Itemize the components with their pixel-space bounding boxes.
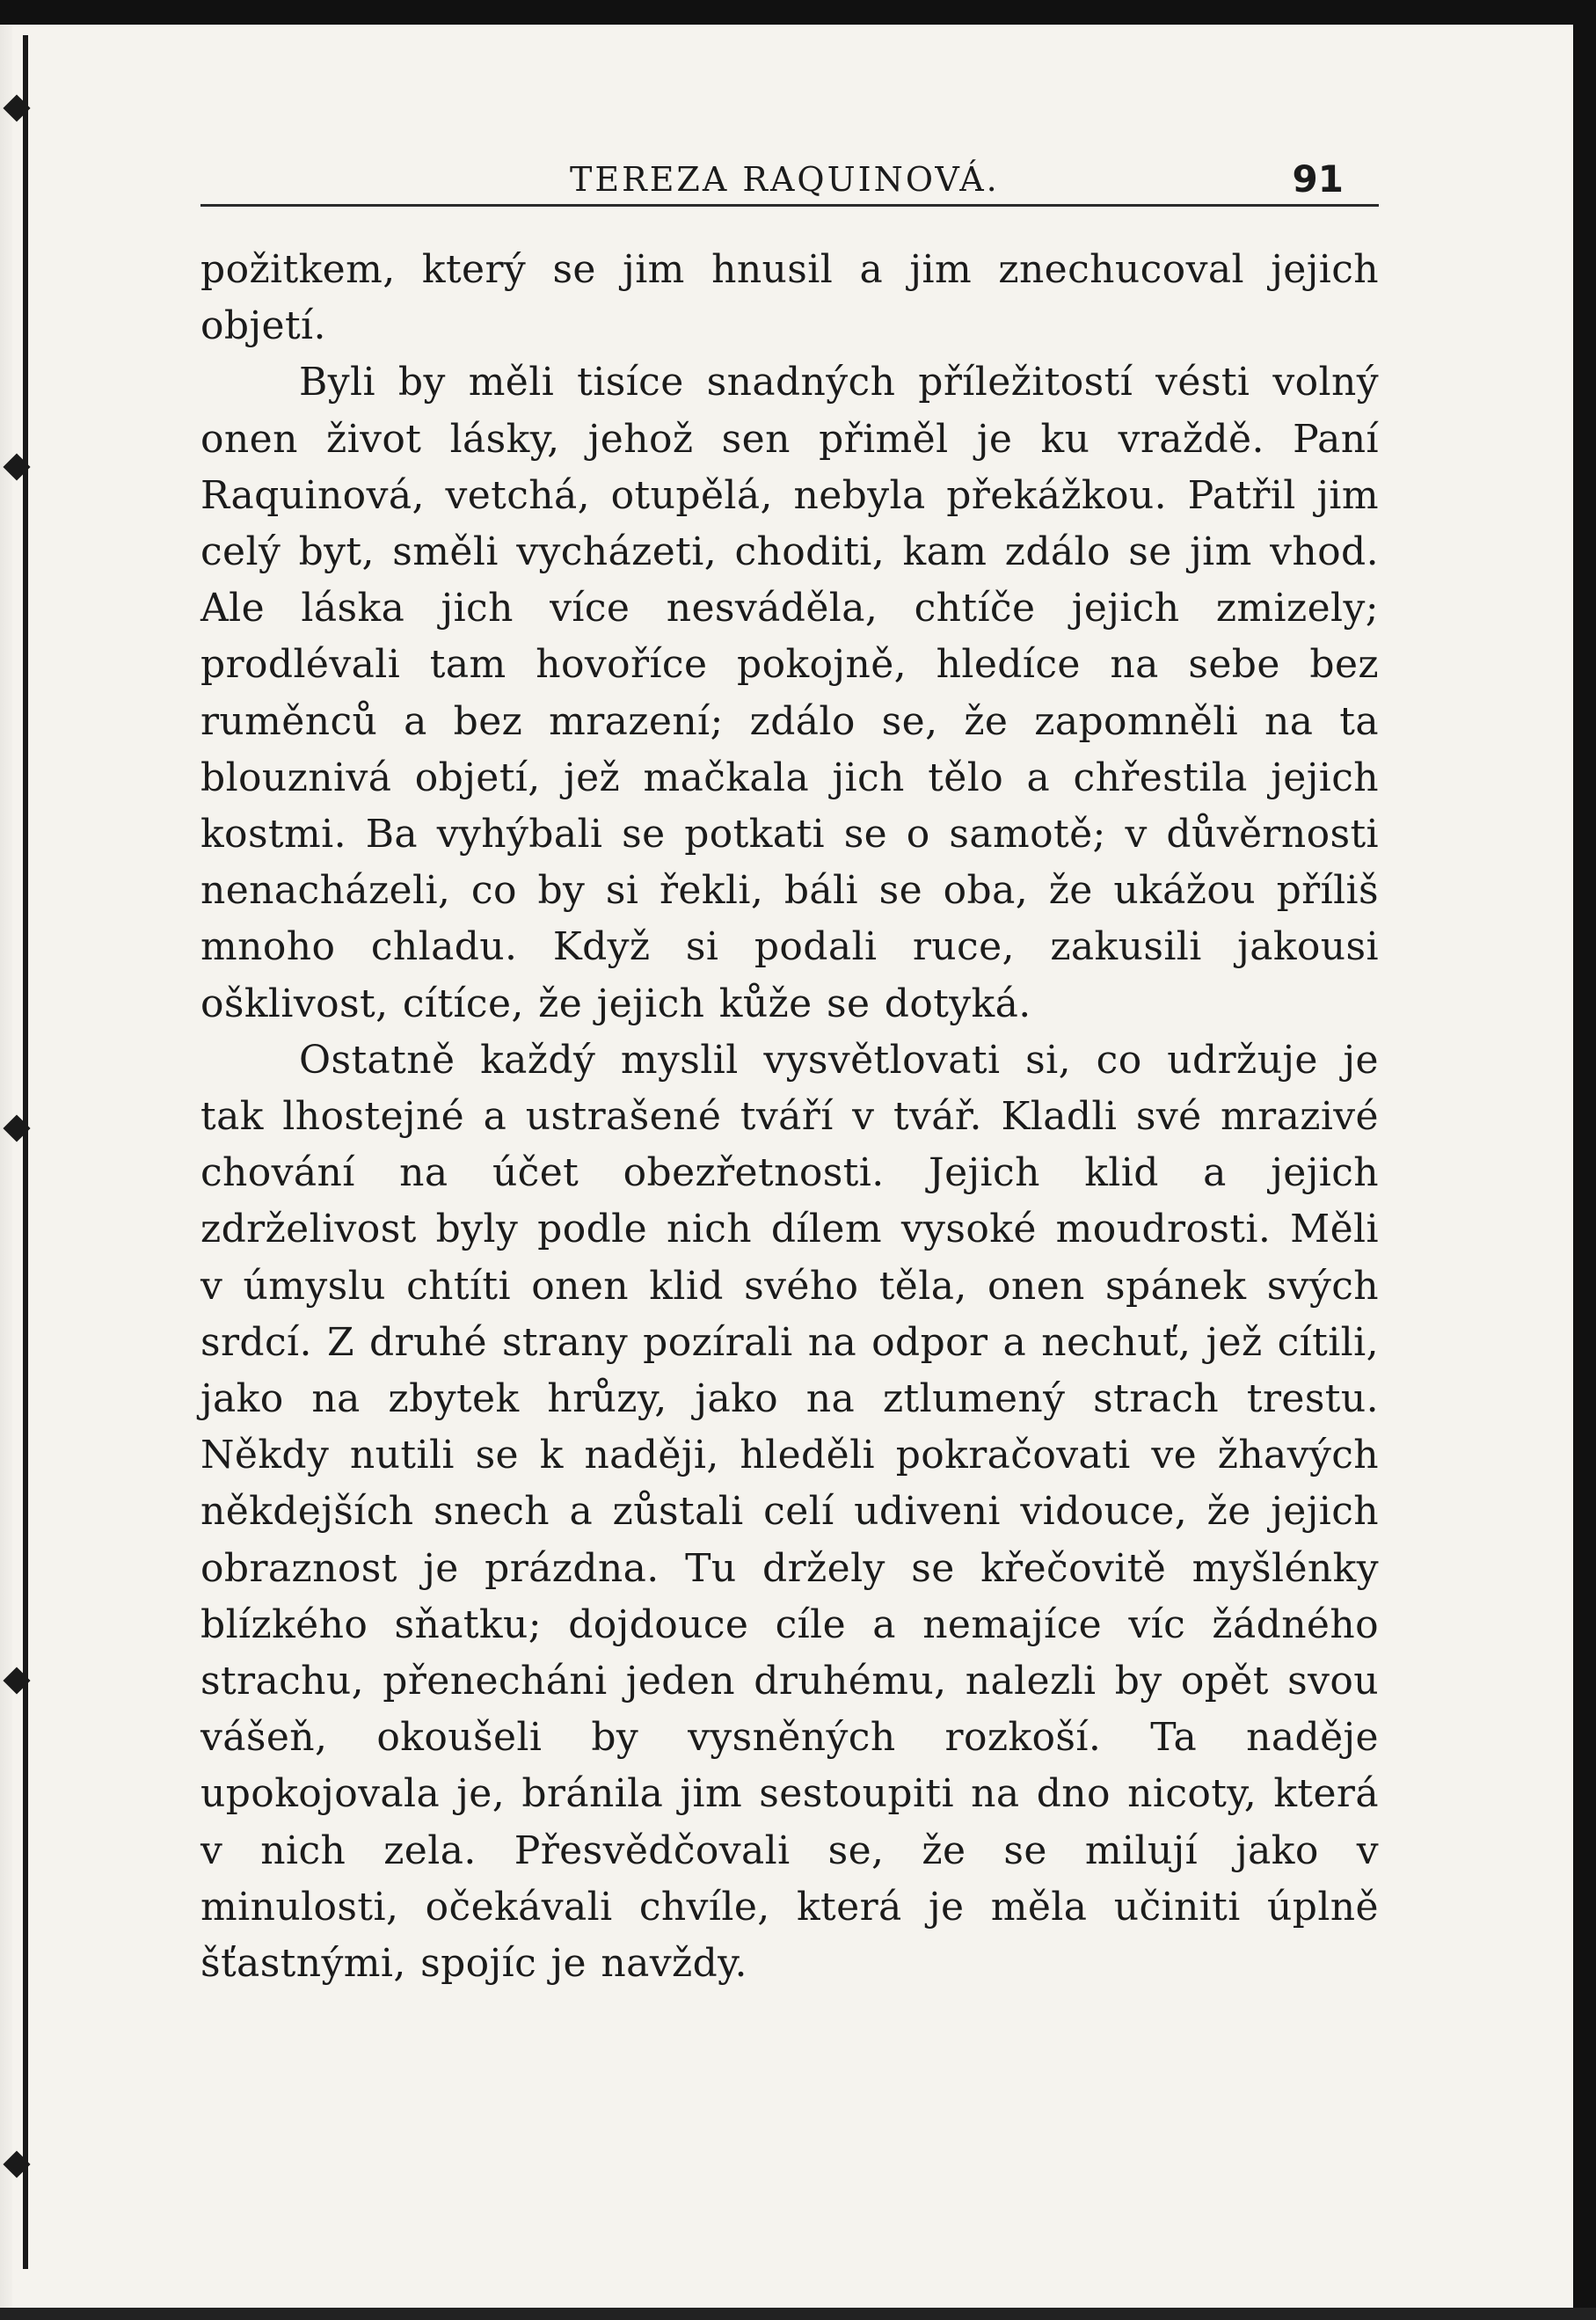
scan-border-bottom bbox=[0, 2308, 1596, 2320]
binding-edge bbox=[23, 35, 28, 2269]
page-number: 91 bbox=[1292, 157, 1344, 201]
paragraph: Ostatně každý myslil vysvětlovati si, co udržuje je tak lhostejné a ustrašené tváří v tvář. Kladli své mrazivé chování na účet obezřetnosti. Jejich klid a jejich zdrželivost byly podle nich dílem vysoké moudrosti. Měli v úmyslu chtíti onen klid svého těla, onen spánek svých srdcí. Z druhé strany pozírali na odpor a nechuť, jež cítili, jako na zbytek hrůzy, jako na ztlumený strach trestu. Někdy nutili se k naději, hleděli pokračovati ve žhavých někdejších snech a zůstali celí udiveni vidouce, že jejich obraznost je prázdna. Tu držely se křečovitě myšlénky blízkého sňatku; dojdouce cíle a nemajíce víc žádného strachu, přenecháni jeden druhému, nalezli by opět svou vášeň, okoušeli by vysněných rozkoší. Ta naděje upokojovala je, bránila jim sestoupiti na dno nicoty, která v nich zela. Přesvědčovali se, že se milují jako v minulosti, očekávali chvíle, která je měla učiniti úplně šťastnými, spojíc je navždy. bbox=[200, 1037, 1379, 1987]
paragraph: Byli by měli tisíce snadných příležitostí vésti volný onen život lásky, jehož sen přiměl je ku vraždě. Paní Raquinová, vetchá, otupělá, nebyla překážkou. Patřil jim celý byt, směli vycházeti, choditi, kam zdálo se jim vhod. Ale láska jich více nesváděla, chtíče jejich zmizely; prodlévali tam hovoříce pokojně, hledíce na sebe bez ruměnců a bez mrazení; zdálo se, že zapomněli na ta blouznivá objetí, jež mačkala jich tělo a chřestila jejich kostmi. Ba vyhýbali se potkati se o samotě; v důvěrnosti nenacházeli, co by si řekli, báli se oba, že ukážou příliš mnoho chladu. Když si podali ruce, zakusili jakousi ošklivost, cítíce, že jejich kůže se dotyká. bbox=[200, 360, 1379, 1026]
paragraph-continued: požitkem, který se jim hnusil a jim znechucoval jejich objetí. bbox=[200, 247, 1379, 349]
book-page bbox=[200, 150, 1379, 1992]
scan-border-right bbox=[1573, 0, 1596, 2320]
running-title: TEREZA RAQUINOVÁ. bbox=[570, 160, 1000, 199]
body-text bbox=[200, 242, 1379, 1992]
page-left-margin bbox=[0, 0, 12, 2320]
scan-border-top bbox=[0, 0, 1596, 25]
running-head bbox=[200, 150, 1379, 207]
